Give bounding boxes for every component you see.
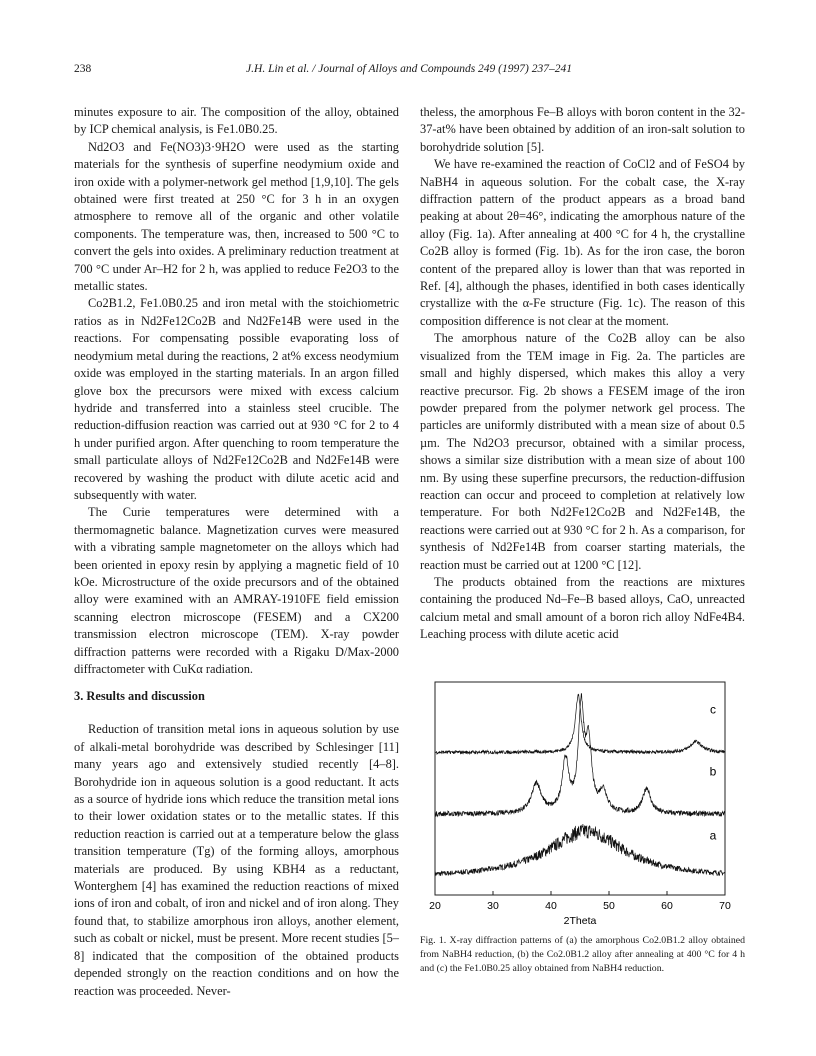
paragraph: minutes exposure to air. The composition of the alloy, obtained by ICP chemical analysis, is Fe1.0B0.25. <box>74 105 399 137</box>
paragraph: The products obtained from the reactions are mixtures containing the produced Nd–Fe–B based alloys, CaO, unreacted calcium metal and small amount of a boron rich alloy NdFe4B4. Leaching process with dilute acetic acid <box>420 574 745 642</box>
series-line-a <box>435 824 725 876</box>
paragraph: Reduction of transition metal ions in aqueous solution by use of alkali-metal borohydride was described by Schlesinger [11] many years ago and extensively studied recently [4–8]. Borohydride ion in aqueous solution is a good reductant. It acts as a source of hydride ions which reduce the transition metal ions to their lower oxidation states or to the metallic states. If this reduction reaction is carried out at a temperature below the glass transition temperature (Tg) of the forming alloys, amorphous materials are produced. By using KBH4 as a reductant, Wonterghem [4] has examined the reduction reactions of mixed ions of iron and cobalt, of iron and nickel and of iron along. They found that, to stabilize amorphous iron alloys, another element, such as cobalt or nickel, must be present. More recent studies [5–8] indicated that the composition of the obtained products depended strongly on the reaction conditions and on how the reaction was proceeded. Never- <box>74 722 399 998</box>
page-number: 238 <box>74 63 92 75</box>
running-title: J.H. Lin et al. / Journal of Alloys and Compounds 249 (1997) 237–241 <box>246 63 572 75</box>
x-tick-label: 50 <box>603 900 615 912</box>
series-label-a: a <box>709 828 717 843</box>
paragraph: The amorphous nature of the Co2B alloy can be also visualized from the TEM image in Fig. 2a. The particles are small and highly dispersed, which makes this alloy a very reactive precursor. Fig. 2b shows a FESEM image of the iron powder prepared from the polymer network gel process. The particles are uniformly distributed with a mean size of about 0.5 µm. The Nd2O3 precursor, obtained with a similar process, shows a similar size distribution with a mean size of about 100 nm. By using these superfine precursors, the reduction-diffusion reaction can occur and proceed to completion at relatively low temperature. For both Nd2Fe12Co2B and Nd2Fe14B, the reactions were carried out at 930 °C for 2 h. As a comparison, for synthesis of Nd2Fe14B from coarser starting materials, the reaction must be carried out at 1200 °C [12]. <box>420 331 745 572</box>
series-label-b: b <box>709 764 717 779</box>
paragraph: theless, the amorphous Fe–B alloys with boron content in the 32-37-at% have been obtained by addition of an iron-salt solution to borohydride solution [5]. <box>420 105 745 154</box>
left-column-top <box>74 104 399 678</box>
x-tick-label: 70 <box>719 900 731 912</box>
left-column-bottom <box>74 688 399 1000</box>
paragraph: Nd2O3 and Fe(NO3)3·9H2O were used as the starting materials for the synthesis of superfine neodymium oxide and iron oxide with a polymer-network gel method [1,9,10]. The gels obtained were first treated at 250 °C for 3 h in an oxygen atmosphere to remove all of the organic and other volatile components. The temperature was, then, increased to 500 °C to convert the gels into oxides. A preliminary reduction treatment at 700 °C under Ar–H2 for 2 h, was applied to reduce Fe2O3 to the metallic states. <box>74 139 399 294</box>
paragraph: We have re-examined the reaction of CoCl2 and of FeSO4 by NaBH4 in aqueous solution. For the cobalt case, the X-ray diffraction pattern of the product appears as a broad band peaking at about 2θ=46°, indicating the amorphous nature of the alloy (Fig. 1a). After annealing at 400 °C for 4 h, the crystalline Co2B alloy is formed (Fig. 1b). As for the iron case, the boron content of the prepared alloy is lower than that was reported in Ref. [4], although the phases, identified in both cases identically crystallize with the α-Fe structure (Fig. 1c). The reason of this composition difference is not clear at the moment. <box>420 157 745 328</box>
right-column-top <box>420 104 745 644</box>
paragraph: The Curie temperatures were determined with a thermomagnetic balance. Magnetization curves were measured with a vibrating sample magnetometer on the alloys which had been oriented in epoxy resin by applying a magnetic field of 10 kOe. Microstructure of the oxide precursors and of the obtained alloy were examined with an AMRAY-1910FE field emission scanning electron microscope (FESEM) and a CX200 transmission electron microscope (TEM). X-ray powder diffraction patterns were recorded with a Rigaku D/Max-2000 diffractometer with CuKα radiation. <box>74 505 399 676</box>
section-heading: 3. Results and discussion <box>74 689 205 703</box>
x-axis-label: 2Theta <box>563 915 597 926</box>
x-tick-label: 20 <box>429 900 441 912</box>
xrd-chart <box>420 676 745 926</box>
series-line-b <box>435 693 725 816</box>
x-tick-label: 60 <box>661 900 673 912</box>
figure-caption: Fig. 1. X-ray diffraction patterns of (a) the amorphous Co2.0B1.2 alloy obtained from NaBH4 reduction, (b) the Co2.0B1.2 alloy after annealing at 400 °C for 4 h and (c) the Fe1.0B0.25 alloy obtained from NaBH4 reduction. <box>420 935 745 974</box>
series-line-c <box>435 694 725 754</box>
x-tick-label: 40 <box>545 900 557 912</box>
page-header <box>74 63 744 79</box>
figure-1 <box>420 676 745 996</box>
paragraph: Co2B1.2, Fe1.0B0.25 and iron metal with the stoichiometric ratios as in Nd2Fe12Co2B and Nd2Fe14B were used in the reactions. For compensating possible evaporating loss of neodymium metal during the reactions, 2 at% excess neodymium oxide was employed in the starting materials. In an argon filled glove box the precursors were mixed with excess calcium hydride and transferred into a stainless steel crucible. The reduction-diffusion reaction was carried out at 930 °C for 2 to 4 h under purified argon. After quenching to room temperature the small particulate alloys of Nd2Fe12Co2B and Nd2Fe14B were recovered by washing the product with dilute acetic acid and subsequently with water. <box>74 296 399 502</box>
series-label-c: c <box>710 702 716 717</box>
x-tick-label: 30 <box>487 900 499 912</box>
